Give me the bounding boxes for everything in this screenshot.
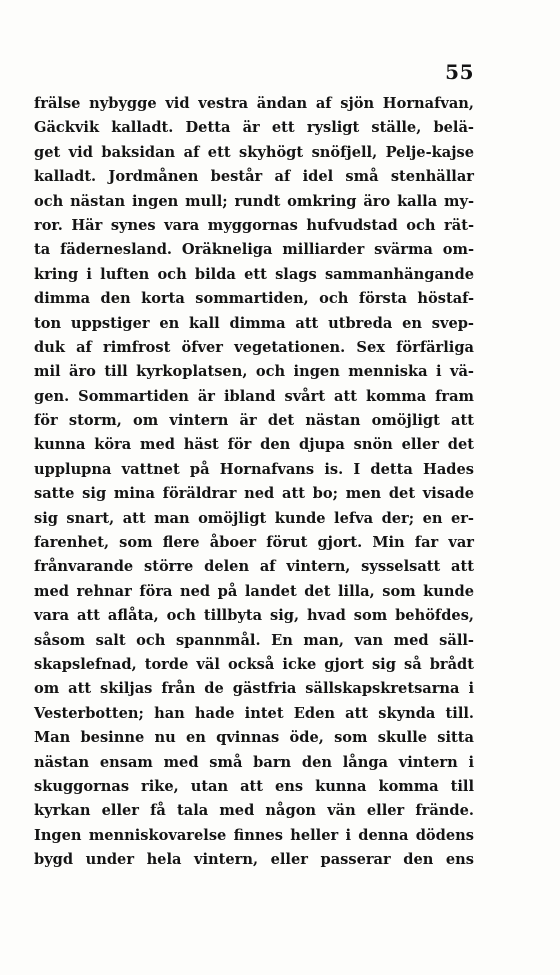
text-line: satte sig mina föräldrar ned att bo; men det visade <box>34 485 474 503</box>
text-line: kunna köra med häst för den djupa snön eller det <box>34 436 474 454</box>
text-line: Vesterbotten; han hade intet Eden att skynda till. <box>34 704 474 722</box>
text-line: farenhet, som flere åboer förut gjort. Min far var <box>34 534 474 552</box>
text-line: Ingen menniskovarelse finnes heller i denna dödens <box>34 826 474 844</box>
text-line: skapslefnad, torde väl också icke gjort sig så brådt <box>34 655 474 673</box>
body-text <box>34 92 474 873</box>
text-line: upplupna vattnet på Hornafvans is. I detta Hades <box>34 460 474 478</box>
text-line: skuggornas rike, utan att ens kunna komma till <box>34 777 474 795</box>
text-line: kalladt. Jordmånen består af idel små stenhällar <box>34 168 474 186</box>
text-line: bygd under hela vintern, eller passerar den ens <box>34 851 474 869</box>
text-line: med rehnar föra ned på landet det lilla, som kunde <box>34 582 474 600</box>
text-line: och nästan ingen mull; rundt omkring äro kalla my- <box>34 192 474 210</box>
text-line: ton uppstiger en kall dimma att utbreda en svep- <box>34 314 474 332</box>
text-line: dimma den korta sommartiden, och första höstaf- <box>34 290 474 308</box>
text-line: frälse nybygge vid vestra ändan af sjön Hornafvan, <box>34 95 474 112</box>
text-line: kring i luften och bilda ett slags sammanhängande <box>34 265 474 283</box>
text-line: ta fädernesland. Oräkneliga milliarder svärma om- <box>34 241 474 259</box>
page-number: 55 <box>445 60 474 84</box>
text-line: vara att aflåta, och tillbyta sig, hvad som behöfdes, <box>34 607 474 625</box>
text-line: ror. Här synes vara myggornas hufvudstad och rät- <box>34 216 474 234</box>
text-line: Gäckvik kalladt. Detta är ett rysligt ställe, belä- <box>34 119 474 137</box>
text-line: kyrkan eller få tala med någon vän eller frände. <box>34 802 474 820</box>
text-line: om att skiljas från de gästfria sällskapskretsarna i <box>34 680 474 698</box>
text-line: för storm, om vintern är det nästan omöjligt att <box>34 412 474 430</box>
text-line: get vid baksidan af ett skyhögt snöfjell, Pelje-kajse <box>34 143 474 161</box>
text-line: sig snart, att man omöjligt kunde lefva der; en er- <box>34 509 474 527</box>
text-line: duk af rimfrost öfver vegetationen. Sex förfärliga <box>34 338 474 356</box>
text-line: mil äro till kyrkoplatsen, och ingen menniska i vä- <box>34 363 474 381</box>
text-line: Man besinne nu en qvinnas öde, som skulle sitta <box>34 729 474 747</box>
text-line: frånvarande större delen af vintern, sysselsatt att <box>34 558 474 576</box>
text-line: nästan ensam med små barn den långa vintern i <box>34 753 474 771</box>
text-line: gen. Sommartiden är ibland svårt att komma fram <box>34 387 474 405</box>
text-line: såsom salt och spannmål. En man, van med säll- <box>34 631 474 649</box>
